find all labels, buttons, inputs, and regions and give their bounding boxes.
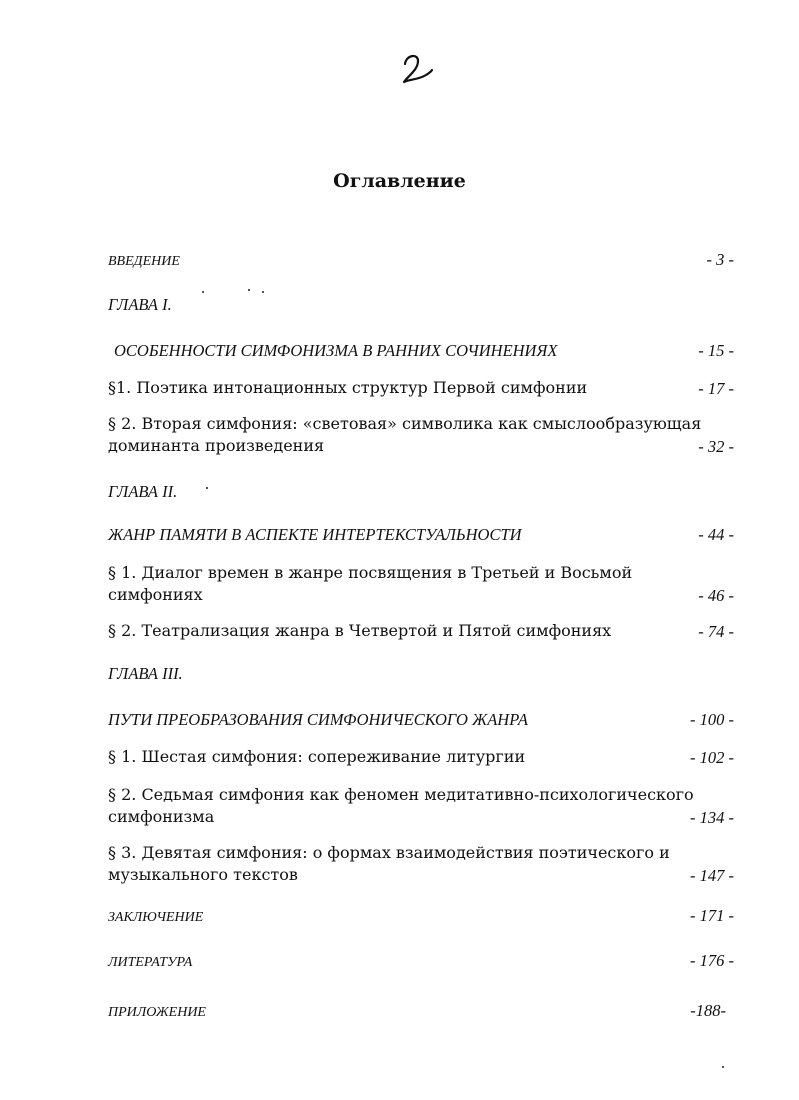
scan-speck <box>262 291 264 293</box>
toc-section <box>108 842 734 886</box>
toc-entry-bibliography <box>108 951 734 971</box>
toc-entry-page: - 44 - <box>698 525 734 544</box>
toc-section <box>108 562 734 606</box>
toc-section <box>108 746 734 768</box>
toc-entry-page: - 15 - <box>698 341 734 360</box>
toc-chapter-3-heading <box>108 664 734 684</box>
toc-entry-text: ЗАКЛЮЧЕНИЕ <box>108 910 204 925</box>
toc-entry-page: - 102 - <box>690 748 734 767</box>
handwritten-page-number <box>396 50 436 92</box>
toc-entry-text: § 1. Диалог времен в жанре посвящения в Третьей и Восьмой симфониях <box>108 563 633 604</box>
toc-entry-conclusion <box>108 906 734 926</box>
toc-entry-page: - 17 - <box>698 379 734 398</box>
toc-entry-page: - 100 - <box>690 710 734 729</box>
toc-entry-text: ГЛАВА III. <box>108 664 183 683</box>
toc-entry-text: § 3. Девятая симфония: о формах взаимодействия поэтического и музыкального текстов <box>108 843 670 884</box>
toc-entry-text: § 2. Театрализация жанра в Четвертой и Пятой симфониях <box>108 621 612 640</box>
toc-entry-text: § 2. Вторая симфония: «световая» символика как смыслообразующая доминанта произведения <box>108 414 702 455</box>
toc-chapter-1-heading <box>108 295 734 315</box>
toc-entry-text: ГЛАВА I. <box>108 295 172 314</box>
toc-entry-text: ВВЕДЕНИЕ <box>108 254 180 269</box>
toc-entry-text: ПРИЛОЖЕНИЕ <box>108 1005 206 1020</box>
scan-speck <box>202 291 204 293</box>
toc-entry-text: ЛИТЕРАТУРА <box>108 955 193 970</box>
toc-entry-text: ЖАНР ПАМЯТИ В АСПЕКТЕ ИНТЕРТЕКСТУАЛЬНОСТИ <box>108 525 522 544</box>
page-title: Оглавление <box>333 170 466 192</box>
toc-section <box>108 377 734 399</box>
scan-speck <box>722 1066 724 1068</box>
toc-entry-page: -188- <box>690 1001 726 1020</box>
toc-entry-page: - 147 - <box>690 866 734 885</box>
toc-entry-page: - 3 - <box>706 250 734 269</box>
toc-entry-text: §1. Поэтика интонационных структур Первой симфонии <box>108 378 588 397</box>
toc-entry-page: - 176 - <box>690 951 734 970</box>
toc-chapter-2-heading <box>108 482 734 502</box>
toc-section <box>108 620 734 642</box>
scan-speck <box>248 289 250 291</box>
toc-entry-text: § 2. Седьмая симфония как феномен медитативно-психологического симфонизма <box>108 785 694 826</box>
toc-entry-text: ГЛАВА II. <box>108 482 178 501</box>
toc-chapter-2-title <box>108 525 734 545</box>
toc-chapter-3-title <box>108 710 734 730</box>
toc-entry-page: - 171 - <box>690 906 734 925</box>
scan-speck <box>206 487 208 489</box>
toc-section <box>108 413 734 457</box>
toc-entry-page: - 46 - <box>698 586 734 605</box>
toc-entry-introduction <box>108 250 734 270</box>
toc-entry-appendix <box>108 1001 726 1021</box>
toc-entry-page: - 32 - <box>698 437 734 456</box>
toc-entry-page: - 74 - <box>698 622 734 641</box>
toc-entry-page: - 134 - <box>690 808 734 827</box>
toc-section <box>108 784 734 828</box>
toc-entry-text: § 1. Шестая симфония: сопереживание литургии <box>108 747 526 766</box>
toc-entry-text: ПУТИ ПРЕОБРАЗОВАНИЯ СИМФОНИЧЕСКОГО ЖАНРА <box>108 710 528 729</box>
toc-chapter-1-title <box>114 341 734 361</box>
toc-entry-text: ОСОБЕННОСТИ СИМФОНИЗМА В РАННИХ СОЧИНЕНИЯХ <box>114 341 558 360</box>
